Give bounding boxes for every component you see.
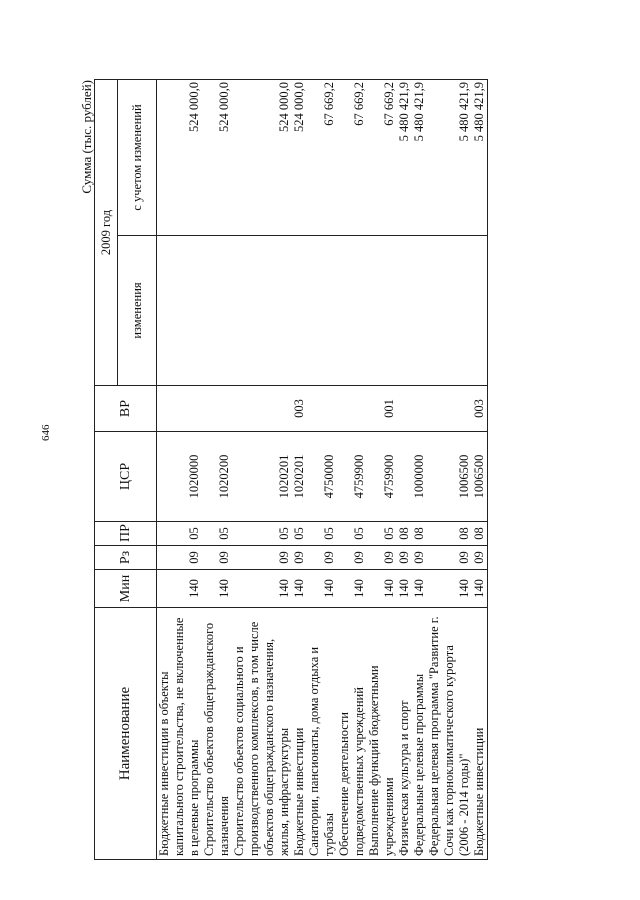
budget-table-sheet xyxy=(80,80,580,860)
cell-rz: 09 xyxy=(472,546,488,570)
cell-rz: 09 xyxy=(232,546,292,570)
cell-csr: 1020201 xyxy=(232,432,292,522)
cell-name: Физическая культура и спорт xyxy=(397,608,412,860)
cell-changes xyxy=(472,236,488,386)
cell-pr: 08 xyxy=(472,522,488,546)
cell-changes xyxy=(307,236,337,386)
table-row xyxy=(427,79,472,859)
cell-pr: 05 xyxy=(307,522,337,546)
cell-vr xyxy=(397,386,412,432)
cell-pr: 05 xyxy=(157,522,203,546)
cell-min: 140 xyxy=(307,570,337,608)
table-row xyxy=(472,79,488,859)
cell-rz: 09 xyxy=(307,546,337,570)
cell-with-changes: 67 669,2 xyxy=(337,79,367,235)
header-rz: Рз xyxy=(95,546,157,570)
cell-rz: 09 xyxy=(337,546,367,570)
cell-changes xyxy=(367,236,397,386)
cell-with-changes: 5 480 421,9 xyxy=(412,79,427,235)
cell-name: Обеспечение деятельности подведомственных учреждений xyxy=(337,608,367,860)
cell-name: Бюджетные инвестиции в объекты капитального строительства, не включенные в целевые программы xyxy=(157,608,203,860)
cell-with-changes: 524 000,0 xyxy=(292,79,307,235)
cell-min: 140 xyxy=(412,570,427,608)
cell-changes xyxy=(337,236,367,386)
table-row xyxy=(307,79,337,859)
cell-pr: 05 xyxy=(337,522,367,546)
cell-rz: 09 xyxy=(427,546,472,570)
cell-vr xyxy=(337,386,367,432)
cell-name: Строительство объектов общегражданского назначения xyxy=(202,608,232,860)
header-changes: изменения xyxy=(118,236,157,386)
cell-changes xyxy=(427,236,472,386)
cell-vr: 003 xyxy=(472,386,488,432)
cell-vr xyxy=(307,386,337,432)
header-pr: ПР xyxy=(95,522,157,546)
table-row xyxy=(412,79,427,859)
header-with-changes: с учетом изменений xyxy=(118,79,157,235)
table-row xyxy=(337,79,367,859)
cell-min: 140 xyxy=(202,570,232,608)
cell-min: 140 xyxy=(472,570,488,608)
cell-csr: 4750000 xyxy=(307,432,337,522)
cell-csr: 1020000 xyxy=(157,432,203,522)
cell-rz: 09 xyxy=(397,546,412,570)
cell-vr xyxy=(232,386,292,432)
cell-vr: 001 xyxy=(367,386,397,432)
cell-pr: 08 xyxy=(397,522,412,546)
cell-vr xyxy=(412,386,427,432)
cell-changes xyxy=(202,236,232,386)
table-row xyxy=(202,79,232,859)
cell-name: Выполнение функций бюджетными учреждениями xyxy=(367,608,397,860)
cell-changes xyxy=(292,236,307,386)
cell-csr: 1006500 xyxy=(427,432,472,522)
budget-table xyxy=(94,79,488,860)
cell-pr: 05 xyxy=(202,522,232,546)
cell-rz: 09 xyxy=(157,546,203,570)
cell-vr: 003 xyxy=(292,386,307,432)
header-csr: ЦСР xyxy=(95,432,157,522)
cell-min: 140 xyxy=(292,570,307,608)
cell-min: 140 xyxy=(232,570,292,608)
cell-rz: 09 xyxy=(367,546,397,570)
cell-name: Федеральная целевая программа "Развитие г. Сочи как горноклиматического курорта (2006 - 2014 годы)" xyxy=(427,608,472,860)
cell-changes xyxy=(157,236,203,386)
cell-csr xyxy=(397,432,412,522)
cell-min: 140 xyxy=(337,570,367,608)
cell-with-changes: 5 480 421,9 xyxy=(427,79,472,235)
cell-pr: 05 xyxy=(232,522,292,546)
cell-csr: 4759900 xyxy=(337,432,367,522)
table-row xyxy=(367,79,397,859)
cell-name: Бюджетные инвестиции xyxy=(292,608,307,860)
cell-pr: 05 xyxy=(367,522,397,546)
cell-pr: 05 xyxy=(292,522,307,546)
cell-with-changes: 524 000,0 xyxy=(157,79,203,235)
header-vr: ВР xyxy=(95,386,157,432)
cell-with-changes: 524 000,0 xyxy=(232,79,292,235)
cell-csr: 1020200 xyxy=(202,432,232,522)
units-label: Сумма (тыс. рублей) xyxy=(79,80,94,194)
cell-pr: 08 xyxy=(412,522,427,546)
table-row xyxy=(157,79,203,859)
cell-with-changes: 67 669,2 xyxy=(307,79,337,235)
cell-vr xyxy=(157,386,203,432)
cell-rz: 09 xyxy=(292,546,307,570)
cell-min: 140 xyxy=(367,570,397,608)
cell-changes xyxy=(412,236,427,386)
cell-with-changes: 67 669,2 xyxy=(367,79,397,235)
cell-min: 140 xyxy=(157,570,203,608)
cell-csr: 4759900 xyxy=(367,432,397,522)
cell-name: Бюджетные инвестиции xyxy=(472,608,488,860)
table-row xyxy=(232,79,292,859)
cell-min: 140 xyxy=(397,570,412,608)
table-row xyxy=(397,79,412,859)
cell-csr: 1006500 xyxy=(472,432,488,522)
cell-min: 140 xyxy=(427,570,472,608)
cell-pr: 08 xyxy=(427,522,472,546)
header-year: 2009 год xyxy=(95,79,118,385)
page-number: 646 xyxy=(40,424,52,441)
cell-with-changes: 5 480 421,9 xyxy=(397,79,412,235)
cell-name: Строительство объектов социального и производственного комплексов, в том числе объектов общегражданского назначения, жилья, инфраструктуры xyxy=(232,608,292,860)
header-min: Мин xyxy=(95,570,157,608)
cell-vr xyxy=(202,386,232,432)
cell-changes xyxy=(397,236,412,386)
cell-name: Санатории, пансионаты, дома отдыха и турбазы xyxy=(307,608,337,860)
cell-csr: 1020201 xyxy=(292,432,307,522)
cell-vr xyxy=(427,386,472,432)
cell-csr: 1000000 xyxy=(412,432,427,522)
cell-rz: 09 xyxy=(202,546,232,570)
cell-with-changes: 524 000,0 xyxy=(202,79,232,235)
header-name: Наименование xyxy=(95,608,157,860)
cell-changes xyxy=(232,236,292,386)
cell-name: Федеральные целевые программы xyxy=(412,608,427,860)
cell-rz: 09 xyxy=(412,546,427,570)
table-row xyxy=(292,79,307,859)
cell-with-changes: 5 480 421,9 xyxy=(472,79,488,235)
